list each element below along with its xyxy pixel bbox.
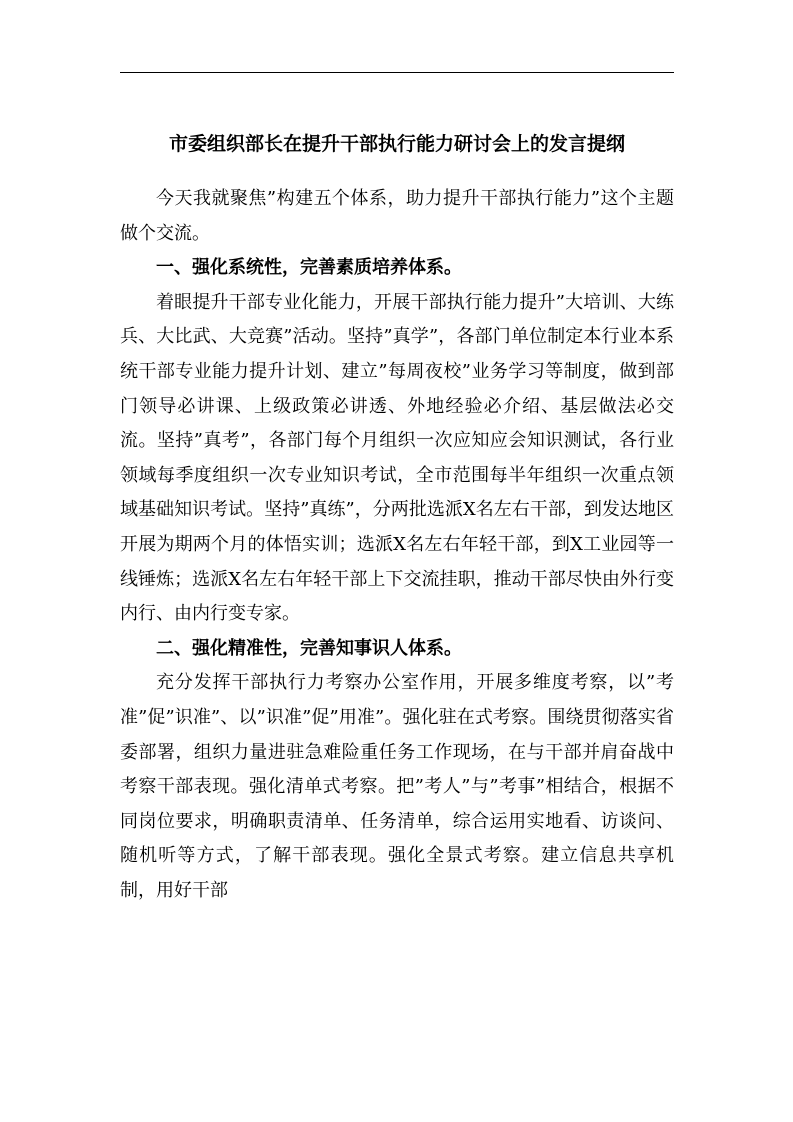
document-body	[120, 182, 674, 908]
header-rule	[120, 72, 674, 73]
paragraph-section-2: 充分发挥干部执行力考察办公室作用，开展多维度考察，以”考准”促”识准”、以”识准”促”用准”。强化驻在式考察。围绕贯彻落实省委部署，组织力量进驻急难险重任务工作现场，在与干部并肩奋战中考察干部表现。强化清单式考察。把”考人”与”考事”相结合，根据不同岗位要求，明确职责清单、任务清单，综合运用实地看、访谈问、随机听等方式，了解干部表现。强化全景式考察。建立信息共享机制，用好干部	[120, 672, 674, 901]
paragraph-section-1: 着眼提升干部专业化能力，开展干部执行能力提升”大培训、大练兵、大比武、大竞赛”活动。坚持”真学”，各部门单位制定本行业本系统干部专业能力提升计划、建立”每周夜校”业务学习等制度，做到部门领导必讲课、上级政策必讲透、外地经验必介绍、基层做法必交流。坚持”真考”，各部门每个月组织一次应知应会知识测试，各行业领域每季度组织一次专业知识考试，全市范围每半年组织一次重点领域基础知识考试。坚持”真练”，分两批选派X名左右干部，到发达地区开展为期两个月的体悟实训；选派X名左右年轻干部，到X工业园等一线锤炼；选派X名左右年轻干部上下交流挂职，推动干部尽快由外行变内行、由内行变专家。	[120, 291, 674, 625]
section-heading-1: 一、强化系统性，完善素质培养体系。	[156, 257, 462, 279]
section-heading-2: 二、强化精准性，完善知事识人体系。	[156, 637, 462, 659]
document-title: 市委组织部长在提升干部执行能力研讨会上的发言提纲	[168, 133, 625, 155]
paragraph-intro: 今天我就聚焦”构建五个体系，助力提升干部执行能力”这个主题做个交流。	[120, 188, 674, 244]
